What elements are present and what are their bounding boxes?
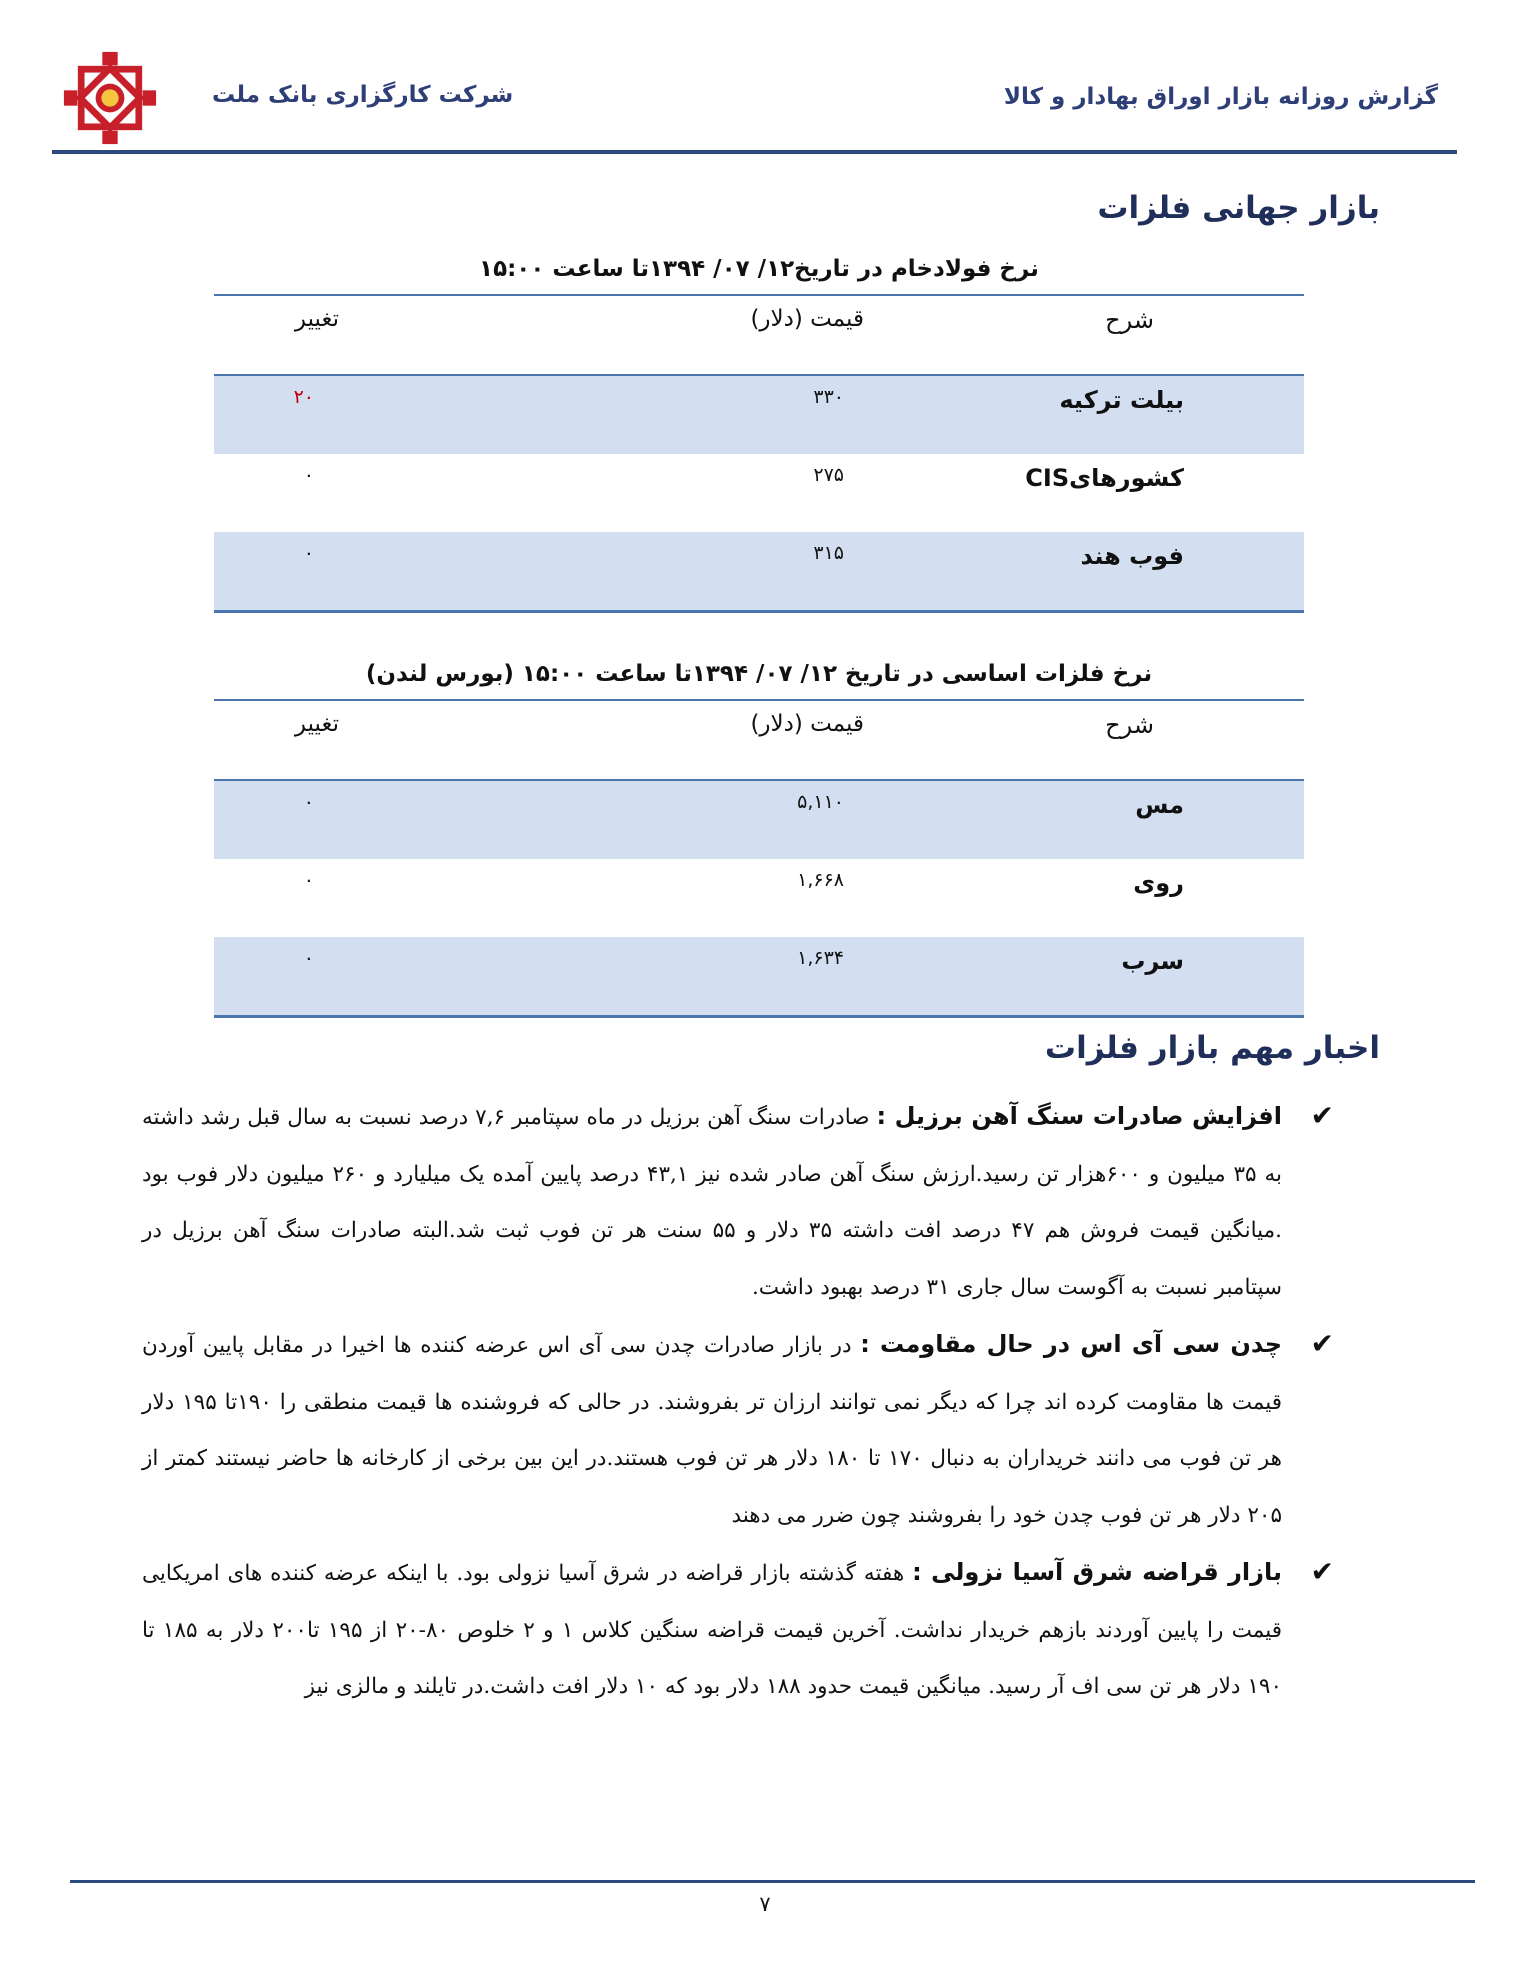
row-price: ۳۱۵ — [813, 542, 844, 564]
header-price: قیمت (دلار) — [750, 306, 864, 332]
news-body: در بازار صادرات چدن سی آی اس عرضه کننده ها اخیرا در مقابل پایین آوردن قیمت ها مقاومت کرده اند چرا که دیگر نمی توانند ارزان تر بفروشند. در حالی که فروشنده ها قیمت منطقی را ۱۹۰تا ۱۹۵ دلار هر تن فوب می دانند خریداران به دنبال ۱۷۰ تا ۱۸۰ دلار هر تن فوب هستند.در این بین برخی از کارخانه ها حاضر نیستند کمتر از ۲۰۵ دلار هر تن فوب چدن خود را بفروشند چون ضرر می دهند — [142, 1333, 1282, 1528]
row-price: ۱,۶۳۴ — [797, 947, 844, 969]
row-desc: فوب هند — [1080, 542, 1184, 570]
footer-divider — [70, 1880, 1475, 1883]
row-change: ۰ — [303, 464, 314, 486]
table-row — [214, 781, 1304, 859]
page-number: ۷ — [759, 1892, 771, 1916]
news-body: صادرات سنگ آهن برزیل در ماه سپتامبر ۷,۶ درصد نسبت به سال قبل رشد داشته به ۳۵ میلیون و ۶۰۰هزار تن رسید.ارزش سنگ آهن صادر شده نیز ۴۳,۱ درصد پایین آمده یک میلیارد و ۲۶۰ میلیون دلار فوب بود .میانگین قیمت فروش هم ۴۷ درصد افت داشته ۳۵ دلار و ۵۵ سنت هر تن فوب ثبت شد.البته صادرات سنگ آهن برزیل در سپتامبر نسبت به آگوست سال جاری ۳۱ درصد بهبود داشت. — [142, 1105, 1282, 1300]
steel-price-table — [214, 294, 1304, 613]
row-change: ۰ — [303, 869, 314, 891]
news-headline: بازار قراضه شرق آسیا نزولی : — [912, 1558, 1282, 1586]
mellat-bank-logo-icon — [62, 50, 158, 146]
table-row — [214, 454, 1304, 532]
news-item — [142, 1088, 1334, 1316]
row-change: ۲۰ — [293, 386, 314, 408]
company-name: شرکت کارگزاری بانک ملت — [212, 82, 514, 108]
row-desc: بیلت ترکیه — [1059, 386, 1184, 414]
checkmark-icon: ✔ — [1310, 1555, 1334, 1588]
row-change: ۰ — [303, 542, 314, 564]
checkmark-icon: ✔ — [1310, 1327, 1334, 1360]
news-list — [142, 1088, 1334, 1716]
table-row — [214, 937, 1304, 1015]
base-metals-price-table — [214, 699, 1304, 1018]
row-desc: سرب — [1121, 947, 1184, 975]
report-title: گزارش روزانه بازار اوراق بهادار و کالا — [1003, 84, 1438, 110]
news-headline: چدن سی آی اس در حال مقاومت : — [860, 1330, 1282, 1358]
checkmark-icon: ✔ — [1310, 1099, 1334, 1132]
row-price: ۲۷۵ — [813, 464, 844, 486]
news-headline: افزایش صادرات سنگ آهن برزیل : — [876, 1102, 1282, 1130]
news-body: هفته گذشته بازار قراضه در شرق آسیا نزولی بود. با اینکه عرضه کننده های امریکایی قیمت را پایین آوردند بازهم خریدار نداشت. آخرین قیمت قراضه سنگین کلاس ۱ و ۲ خلوص ۸۰-۲۰ از ۱۹۵ تا۲۰۰ دلار به ۱۸۵ تا ۱۹۰ دلار هر تن سی اف آر رسید. میانگین قیمت حدود ۱۸۸ دلار بود که ۱۰ دلار افت داشت.در تایلند و مالزی نیز — [142, 1561, 1282, 1699]
table-header-row — [214, 296, 1304, 376]
section-title-metals: بازار جهانی فلزات — [1097, 190, 1380, 226]
table-row — [214, 859, 1304, 937]
steel-table-caption: نرخ فولادخام در تاریخ۱۲/ ۰۷/ ۱۳۹۴تا ساعت ۱۵:۰۰ — [479, 256, 1039, 282]
row-price: ۳۳۰ — [813, 386, 844, 408]
header-price: قیمت (دلار) — [750, 711, 864, 737]
header-change: تغییر — [294, 711, 339, 737]
base-metals-table-caption: نرخ فلزات اساسی در تاریخ ۱۲/ ۰۷/ ۱۳۹۴تا ساعت ۱۵:۰۰ (بورس لندن) — [365, 661, 1153, 687]
section-title-news: اخبار مهم بازار فلزات — [1044, 1030, 1380, 1066]
table-row — [214, 532, 1304, 610]
row-desc: کشورهایCIS — [1025, 464, 1184, 492]
row-price: ۱,۶۶۸ — [797, 869, 844, 891]
header-change: تغییر — [294, 306, 339, 332]
row-price: ۵,۱۱۰ — [797, 791, 844, 813]
table-row — [214, 376, 1304, 454]
row-change: ۰ — [303, 947, 314, 969]
table-header-row — [214, 701, 1304, 781]
news-item — [142, 1316, 1334, 1544]
news-item — [142, 1544, 1334, 1716]
row-desc: روی — [1133, 869, 1184, 897]
header-desc: شرح — [1105, 306, 1154, 334]
header-desc: شرح — [1105, 711, 1154, 739]
header-divider — [52, 150, 1457, 154]
row-desc: مس — [1135, 791, 1184, 819]
row-change: ۰ — [303, 791, 314, 813]
